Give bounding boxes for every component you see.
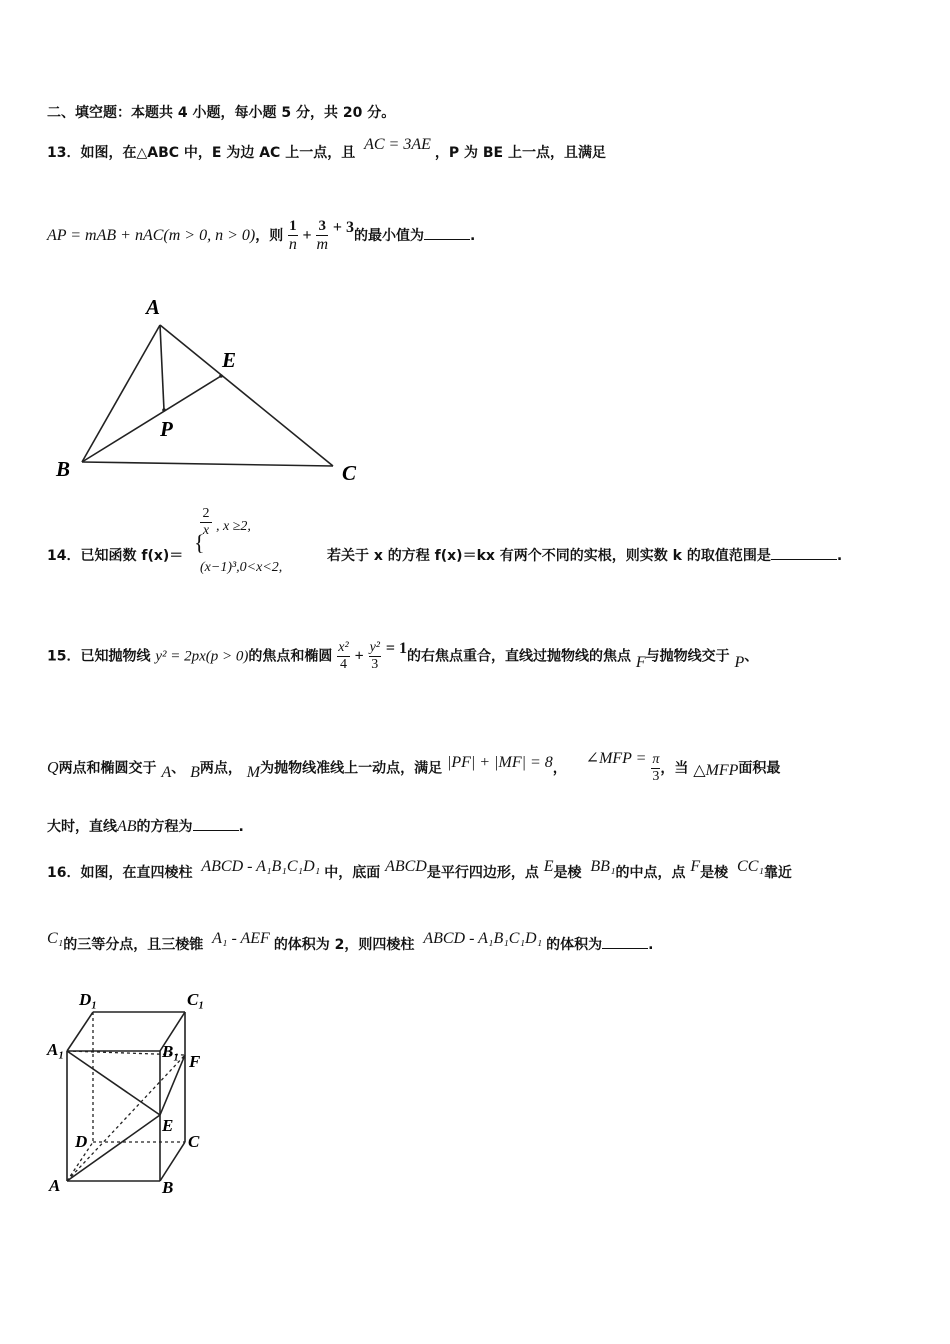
q13-condition1: AC = 3AE (364, 136, 431, 153)
q13-line2: AP = mAB + nAC(m > 0, n > 0)，则 $\frac{1}{n}$ + $\frac{3}{m}$ + 3的最小值为 . (47, 218, 476, 253)
label-A1: A₁ (47, 1040, 65, 1059)
q16-pyramid: A₁ - AEF (212, 930, 270, 947)
label-D: D (75, 1132, 88, 1151)
section-heading: 二、填空题：本题共 4 小题，每小题 5 分，共 20 分。 (47, 105, 396, 121)
q13-triangle-figure (50, 290, 370, 490)
label-F: F (189, 1052, 201, 1071)
edge-AB (82, 325, 160, 462)
q16-line2: C₁的三等分点，且三棱锥 A₁ - AEF 的体积为 2，则四棱柱 ABCD - A₁B₁C₁D₁ 的体积为 . (47, 930, 654, 953)
q14-case1-fraction: 2 x (200, 506, 212, 539)
edge-BC (160, 1142, 185, 1181)
q15-line3: 大时，直线AB的方程为 . (47, 818, 244, 835)
q14-line (47, 545, 183, 565)
q16-prism: ABCD - A₁B₁C₁D₁ (201, 858, 321, 875)
q15-angle-fraction: $\frac{\pi}{3}$ (652, 752, 660, 784)
q15-triangle: △MFP (693, 761, 739, 779)
label-C: C (188, 1132, 200, 1151)
label-C: C (342, 461, 357, 485)
segment-AP (160, 325, 164, 410)
q16-prism-2: ABCD - A₁B₁C₁D₁ (423, 930, 543, 947)
q15-ellipse-x-term: $\frac{\text{x²}}{4}$ (338, 640, 349, 672)
label-E: E (162, 1116, 174, 1135)
q13-number: 13． (47, 145, 81, 161)
label-B: B (56, 457, 71, 481)
point-E (219, 374, 223, 378)
label-D1: D₁ (79, 990, 98, 1009)
q15-ellipse-y-term: $\frac{\text{y²}}{3}$ (369, 640, 380, 672)
q15-line1: 15．已知抛物线 y² = 2px(p > 0)的焦点和椭圆 $\frac{\text{x²}}{4}$ + $\frac{\text{y²}}{3}$ = 1的右焦点重合，直线过抛物线的焦点 F与抛物线交于 P、 (47, 639, 759, 672)
segment-EF (160, 1055, 185, 1115)
label-E: E (222, 348, 237, 372)
label-A: A (49, 1176, 61, 1195)
q13-line1 (47, 136, 606, 162)
label-P: P (160, 417, 173, 441)
edge-BC (82, 462, 333, 466)
label-C1: C₁ (187, 990, 205, 1009)
q14-line-rest: 若关于 x 的方程 f(x)＝kx 有两个不同的实根，则实数 k 的取值范围是 . (327, 545, 842, 565)
q13-text1: 如图，在△ABC 中，E 为边 AC 上一点，且 (80, 145, 356, 161)
edge-AC (160, 325, 333, 466)
point-P (162, 408, 166, 412)
q13-text3: ，则 (255, 228, 284, 244)
q15-number: 15． (47, 648, 81, 665)
q16-number: 16． (47, 865, 81, 881)
edge-A1D1 (67, 1012, 93, 1051)
q14-brace: { (194, 530, 205, 555)
q14-text2: 若关于 x 的方程 f(x)＝kx 有两个不同的实根，则实数 k 的取值范围是 (327, 548, 771, 564)
q16-prism-figure (45, 985, 215, 1205)
q13-fraction1: $\frac{1}{n}$ (288, 218, 297, 253)
q13-text4: 的最小值为 (354, 228, 425, 244)
q14-answer-blank (771, 545, 837, 560)
q16-line1: 16．如图，在直四棱柱 ABCD - A₁B₁C₁D₁ 中，底面 ABCD是平行四边形，点 E是棱 BB₁的中点，点 F是棱 CC₁靠近 (47, 858, 792, 881)
q16-answer-blank (602, 934, 648, 949)
segment-A1E (67, 1051, 160, 1115)
q15-parabola: y² = 2px(p > 0) (155, 648, 249, 665)
label-A: A (146, 295, 161, 319)
label-B1: B₁ (162, 1042, 180, 1061)
q14-number: 14． (47, 548, 81, 564)
label-B: B (162, 1178, 174, 1197)
q14-text1: 已知函数 f(x)＝ (80, 548, 184, 564)
q13-fraction2: $\frac{3}{m}$ (316, 218, 329, 253)
segment-BE (82, 376, 221, 462)
q13-text2: ，P 为 BE 上一点，且满足 (434, 145, 606, 161)
q15-condition: |PF| + |MF| = 8 (446, 753, 553, 771)
q15-line2: Q两点和椭圆交于 A、 B两点， M为抛物线准线上一动点，满足 |PF| + |MF| = 8， ∠MFP = $\frac{\pi}{3}$ ，当 △MFP面积最 (47, 749, 781, 784)
q15-answer-blank (193, 816, 239, 831)
q15-angle: ∠MFP = (585, 749, 647, 767)
q14-case2: (x−1)³,0<x<2, (200, 560, 283, 575)
q14-case1-condition: , x ≥2, (216, 519, 251, 534)
q13-answer-blank (424, 225, 470, 240)
q13-condition2: AP = mAB + nAC(m > 0, n > 0) (47, 227, 256, 244)
